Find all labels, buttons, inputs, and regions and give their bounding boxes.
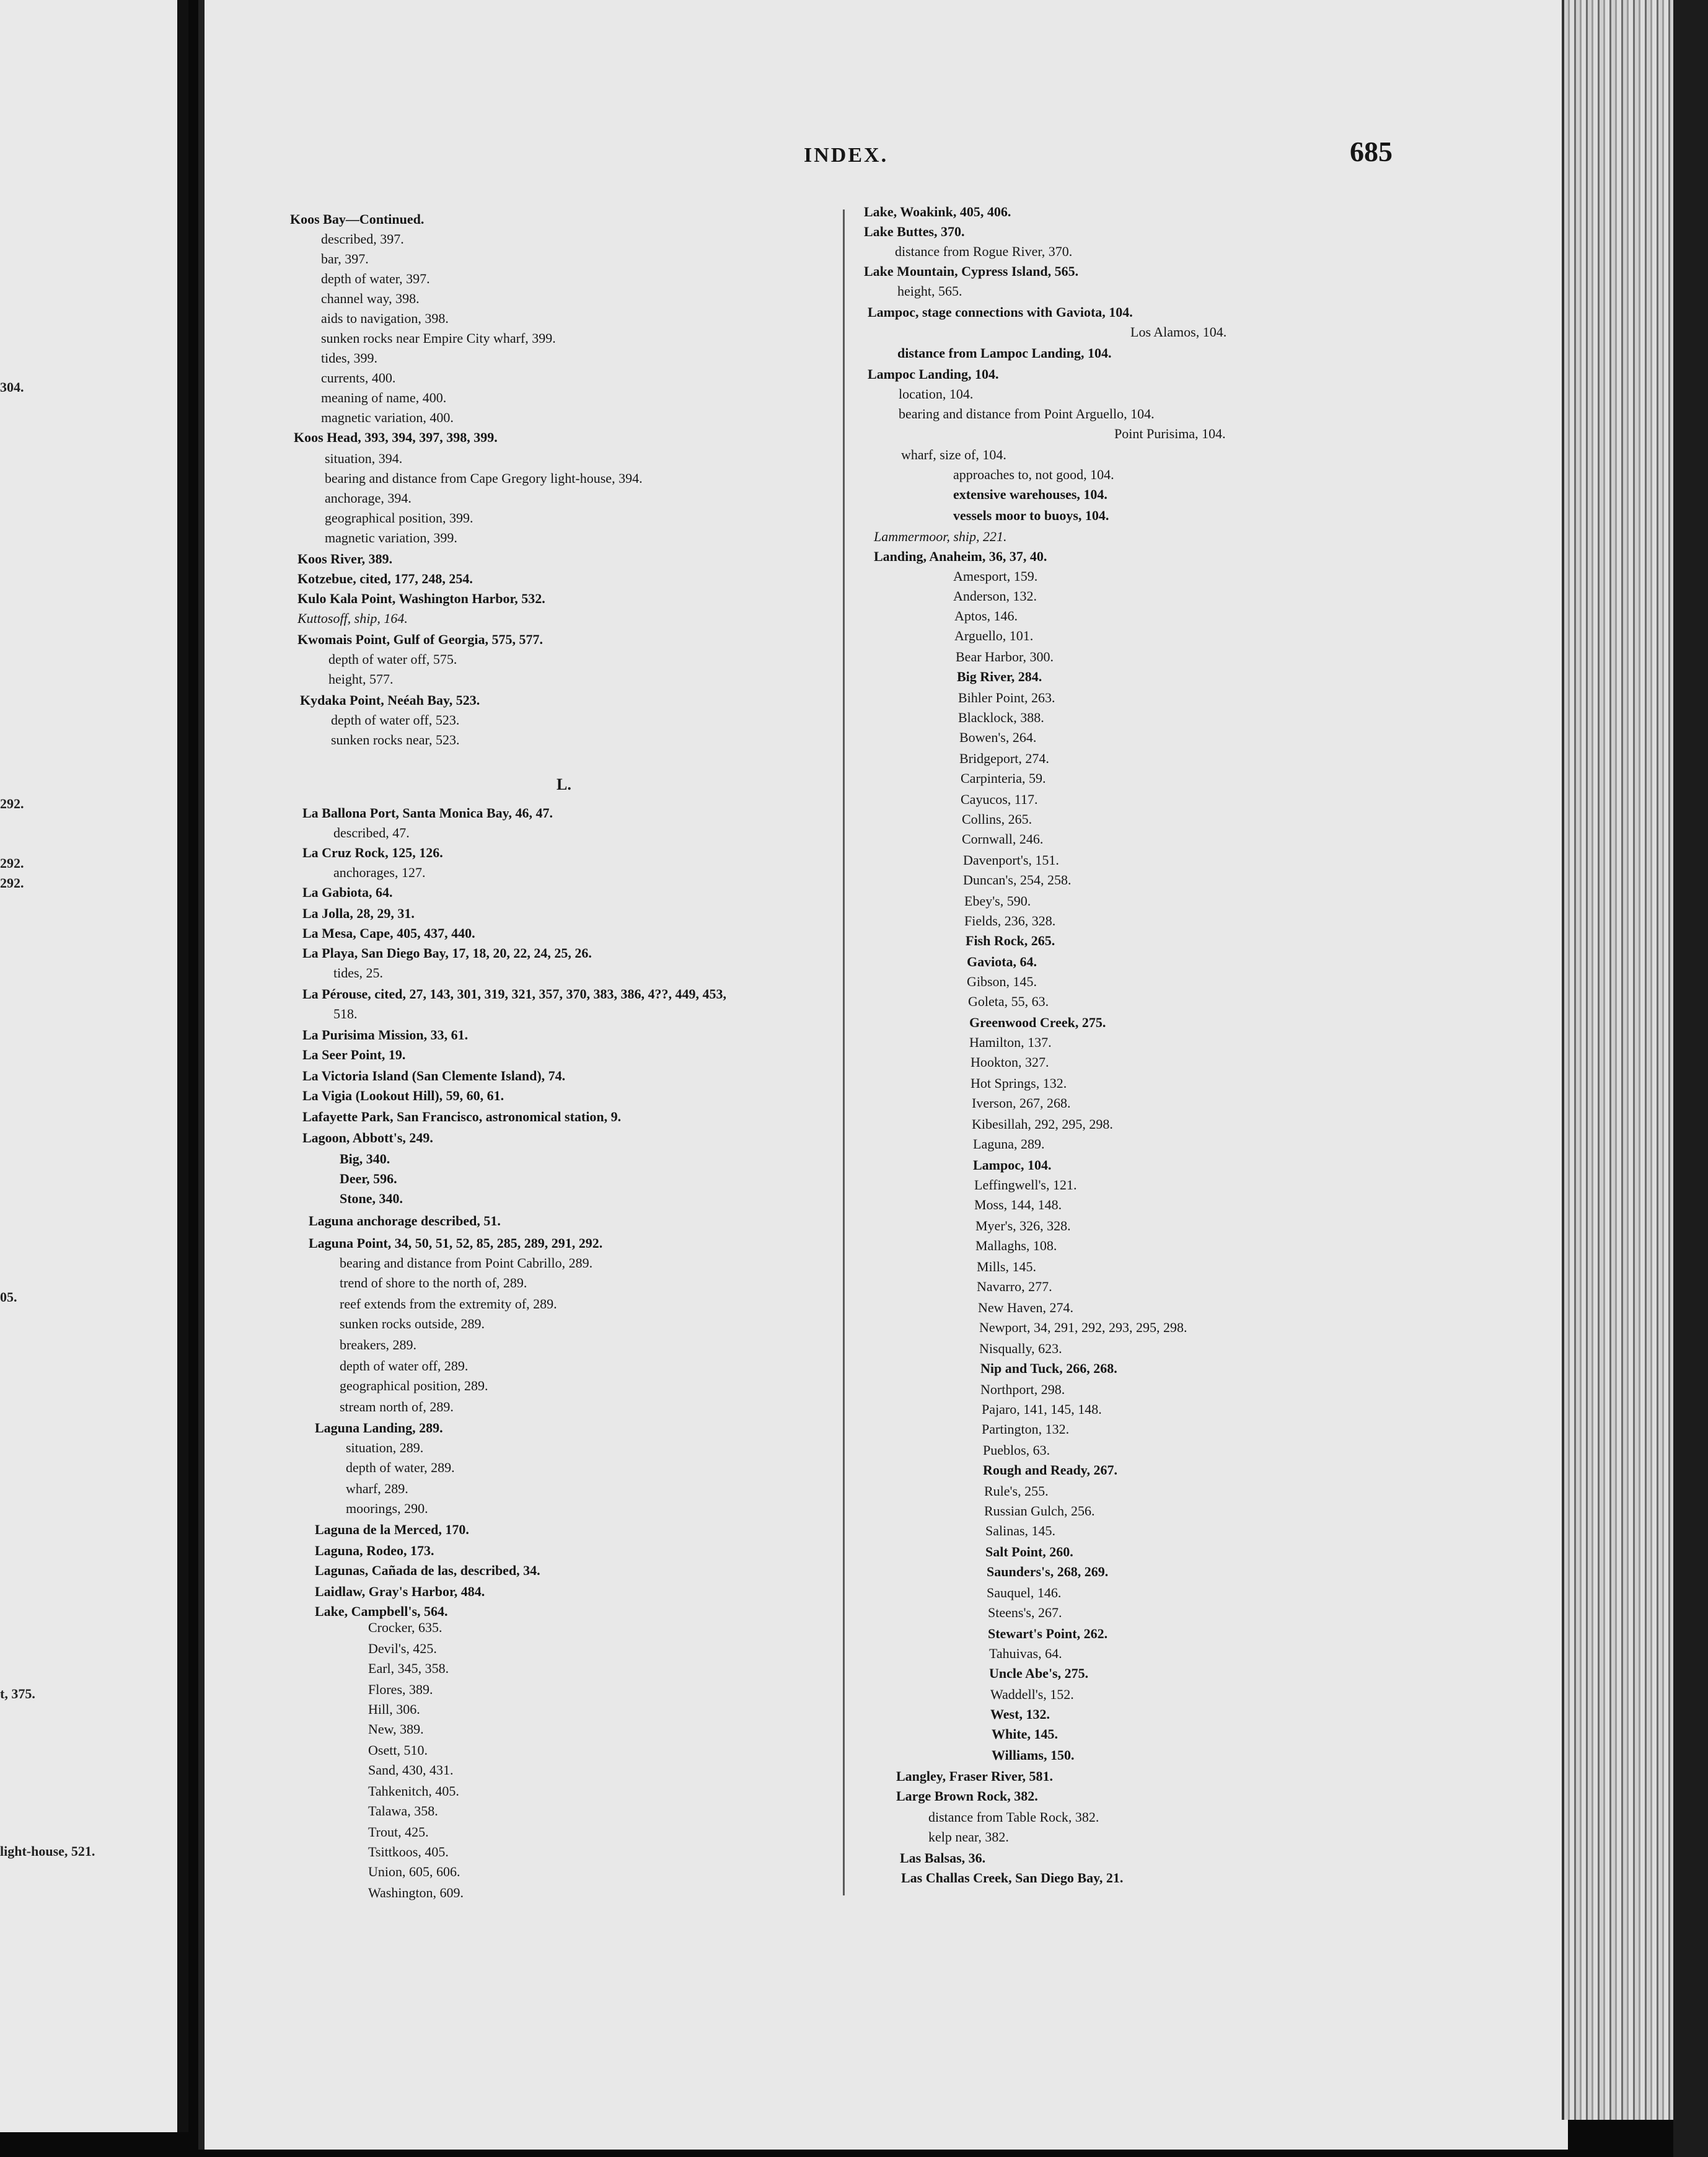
index-entry: Cayucos, 117. <box>961 792 1038 807</box>
index-entry: Kuttosoff, ship, 164. <box>297 611 408 626</box>
index-entry: Landing, Anaheim, 36, 37, 40. <box>874 549 1047 564</box>
index-entry: Las Challas Creek, San Diego Bay, 21. <box>901 1870 1124 1886</box>
index-entry: Greenwood Creek, 275. <box>969 1015 1106 1030</box>
index-entry: Kibesillah, 292, 295, 298. <box>972 1116 1113 1132</box>
index-entry: Hot Springs, 132. <box>971 1075 1067 1091</box>
index-entry: wharf, size of, 104. <box>901 447 1006 462</box>
column-divider <box>843 210 845 1895</box>
index-entry: Gaviota, 64. <box>967 954 1037 969</box>
index-entry: Navarro, 277. <box>977 1279 1052 1294</box>
index-entry: Laidlaw, Gray's Harbor, 484. <box>315 1584 485 1599</box>
index-entry: height, 577. <box>328 671 394 687</box>
index-entry: bar, 397. <box>321 251 369 267</box>
index-entry: tides, 25. <box>333 965 384 981</box>
index-entry: distance from Table Rock, 382. <box>928 1809 1099 1825</box>
index-entry: depth of water off, 575. <box>328 651 457 667</box>
index-entry: Goleta, 55, 63. <box>968 994 1049 1009</box>
index-entry: La Vigia (Lookout Hill), 59, 60, 61. <box>302 1088 504 1103</box>
page-header-title: INDEX. <box>804 144 889 167</box>
index-entry: depth of water off, 289. <box>340 1358 469 1374</box>
index-entry: situation, 394. <box>325 451 403 466</box>
index-entry: Moss, 144, 148. <box>974 1197 1062 1212</box>
index-entry: Tahuivas, 64. <box>989 1646 1062 1661</box>
index-entry: Bowen's, 264. <box>959 730 1037 745</box>
index-entry: extensive warehouses, 104. <box>953 487 1107 502</box>
index-entry: Waddell's, 152. <box>990 1687 1074 1702</box>
previous-page-fragment: 292. <box>0 796 24 811</box>
index-entry: Large Brown Rock, 382. <box>896 1788 1038 1804</box>
index-entry: Mallaghs, 108. <box>975 1238 1057 1253</box>
index-entry: Las Balsas, 36. <box>900 1850 986 1866</box>
index-entry: distance from Lampoc Landing, 104. <box>897 345 1112 361</box>
index-entry: geographical position, 399. <box>325 510 473 526</box>
index-entry: Point Purisima, 104. <box>1114 426 1226 441</box>
index-entry: sunken rocks near Empire City wharf, 399. <box>321 330 556 346</box>
index-entry: Lake Buttes, 370. <box>864 224 965 239</box>
index-entry: Washington, 609. <box>368 1885 464 1900</box>
index-entry: Tahkenitch, 405. <box>368 1783 459 1799</box>
index-entry: bearing and distance from Point Arguello, 104. <box>899 406 1155 421</box>
index-entry: 518. <box>333 1006 358 1021</box>
page-number: 685 <box>1350 136 1393 167</box>
index-entry: Rough and Ready, 267. <box>983 1462 1118 1478</box>
index-entry: depth of water, 397. <box>321 271 430 286</box>
index-entry: La Playa, San Diego Bay, 17, 18, 20, 22, 24, 25, 26. <box>302 945 592 961</box>
index-entry: Anderson, 132. <box>953 588 1037 604</box>
index-entry: Northport, 298. <box>980 1382 1065 1397</box>
index-entry: Partington, 132. <box>982 1421 1070 1437</box>
index-entry: Davenport's, 151. <box>963 852 1059 868</box>
index-entry: Hookton, 327. <box>971 1054 1049 1070</box>
index-entry: New, 389. <box>368 1721 424 1737</box>
index-entry: Steens's, 267. <box>988 1605 1062 1620</box>
index-entry: La Ballona Port, Santa Monica Bay, 46, 47. <box>302 805 553 821</box>
index-entry: Ebey's, 590. <box>964 893 1031 909</box>
index-entry: approaches to, not good, 104. <box>953 467 1114 482</box>
index-entry: Osett, 510. <box>368 1742 428 1758</box>
index-entry: Pueblos, 63. <box>983 1442 1050 1458</box>
index-entry: Myer's, 326, 328. <box>975 1218 1071 1233</box>
index-entry: Aptos, 146. <box>954 608 1018 624</box>
index-entry: magnetic variation, 400. <box>321 410 454 425</box>
index-entry: La Pérouse, cited, 27, 143, 301, 319, 321, 357, 370, 383, 386, 4??, 449, 453, <box>302 986 727 1002</box>
index-entry: reef extends from the extremity of, 289. <box>340 1296 557 1312</box>
index-section-letter: L. <box>557 775 571 793</box>
index-entry: Leffingwell's, 121. <box>974 1177 1077 1193</box>
index-entry: Big River, 284. <box>957 669 1042 684</box>
index-entry: La Victoria Island (San Clemente Island), 74. <box>302 1068 566 1083</box>
index-entry: Crocker, 635. <box>368 1620 442 1635</box>
index-entry: tides, 399. <box>321 350 378 366</box>
index-entry: Hill, 306. <box>368 1701 420 1717</box>
index-entry: Kydaka Point, Neéah Bay, 523. <box>300 692 480 708</box>
previous-page-fragment: t, 375. <box>0 1686 35 1701</box>
index-entry: Saunders's, 268, 269. <box>987 1564 1109 1579</box>
index-entry: anchorage, 394. <box>325 490 412 506</box>
index-entry: location, 104. <box>899 386 974 402</box>
index-entry: Lafayette Park, San Francisco, astronomical station, 9. <box>302 1109 622 1124</box>
index-entry: currents, 400. <box>321 370 396 386</box>
index-entry: La Cruz Rock, 125, 126. <box>302 845 443 860</box>
index-entry: Arguello, 101. <box>954 628 1034 643</box>
previous-page <box>0 0 188 2132</box>
previous-page-fragment: 292. <box>0 875 24 891</box>
index-entry: bearing and distance from Point Cabrillo, 289. <box>340 1255 593 1271</box>
index-entry: Laguna Landing, 289. <box>315 1420 443 1436</box>
index-entry: Lampoc Landing, 104. <box>868 366 999 382</box>
previous-page-fragment: 05. <box>0 1289 17 1305</box>
index-entry: Talawa, 358. <box>368 1803 438 1819</box>
index-entry: Flores, 389. <box>368 1682 433 1697</box>
index-entry: Tsittkoos, 405. <box>368 1844 449 1859</box>
index-entry: Sauquel, 146. <box>987 1585 1062 1600</box>
index-entry: White, 145. <box>992 1726 1058 1742</box>
index-entry: trend of shore to the north of, 289. <box>340 1275 527 1290</box>
index-entry: West, 132. <box>990 1706 1050 1722</box>
index-entry: depth of water off, 523. <box>331 712 460 728</box>
index-entry: magnetic variation, 399. <box>325 530 457 545</box>
index-entry: Big, 340. <box>340 1151 390 1167</box>
index-entry: aids to navigation, 398. <box>321 311 449 326</box>
index-entry: New Haven, 274. <box>978 1300 1073 1315</box>
index-entry: breakers, 289. <box>340 1337 417 1352</box>
index-entry: La Gabiota, 64. <box>302 884 393 900</box>
index-entry: Salinas, 145. <box>985 1523 1056 1538</box>
index-entry: La Mesa, Cape, 405, 437, 440. <box>302 925 475 941</box>
index-entry: Pajaro, 141, 145, 148. <box>982 1401 1102 1417</box>
index-entry: Uncle Abe's, 275. <box>989 1665 1089 1681</box>
index-entry: Lake, Campbell's, 564. <box>315 1603 448 1619</box>
index-entry: Lagunas, Cañada de las, described, 34. <box>315 1563 540 1578</box>
index-entry: Collins, 265. <box>962 811 1032 827</box>
index-entry: sunken rocks outside, 289. <box>340 1316 485 1331</box>
book-edge-shadow <box>1673 0 1708 2157</box>
index-entry: Rule's, 255. <box>984 1483 1049 1499</box>
index-entry: Nisqually, 623. <box>979 1341 1062 1356</box>
index-entry: wharf, 289. <box>346 1481 408 1496</box>
index-entry: Blacklock, 388. <box>958 710 1044 725</box>
index-entry: Lake Mountain, Cypress Island, 565. <box>864 263 1079 279</box>
previous-page-fragment: light-house, 521. <box>0 1843 95 1859</box>
index-entry: Lagoon, Abbott's, 249. <box>302 1130 433 1145</box>
index-entry: geographical position, 289. <box>340 1378 488 1393</box>
index-entry: Deer, 596. <box>340 1171 397 1186</box>
index-entry: Koos Bay—Continued. <box>290 211 425 227</box>
index-entry: Cornwall, 246. <box>962 831 1044 847</box>
index-entry: described, 397. <box>321 231 404 247</box>
index-entry: stream north of, 289. <box>340 1399 454 1414</box>
index-entry: Newport, 34, 291, 292, 293, 295, 298. <box>979 1320 1187 1335</box>
index-entry: Kulo Kala Point, Washington Harbor, 532. <box>297 591 545 606</box>
index-entry: Gibson, 145. <box>967 974 1037 989</box>
index-entry: Sand, 430, 431. <box>368 1762 454 1778</box>
index-entry: bearing and distance from Cape Gregory light-house, 394. <box>325 470 643 486</box>
index-entry: Amesport, 159. <box>953 568 1038 584</box>
index-entry: Nip and Tuck, 266, 268. <box>980 1361 1117 1376</box>
index-entry: Lammermoor, ship, 221. <box>874 529 1007 544</box>
index-entry: Lampoc, 104. <box>973 1157 1052 1173</box>
index-entry: Stone, 340. <box>340 1191 403 1206</box>
index-entry: moorings, 290. <box>346 1501 428 1516</box>
previous-page-fragment: 292. <box>0 855 24 871</box>
index-entry: kelp near, 382. <box>928 1829 1009 1845</box>
index-entry: anchorages, 127. <box>333 865 426 880</box>
index-entry: La Seer Point, 19. <box>302 1047 406 1062</box>
index-entry: Fields, 236, 328. <box>964 913 1056 929</box>
index-entry: Lake, Woakink, 405, 406. <box>864 204 1011 219</box>
index-entry: described, 47. <box>333 825 410 840</box>
index-entry: La Jolla, 28, 29, 31. <box>302 906 415 921</box>
index-entry: situation, 289. <box>346 1440 424 1455</box>
index-entry: Iverson, 267, 268. <box>972 1095 1071 1111</box>
index-entry: Langley, Fraser River, 581. <box>896 1768 1053 1784</box>
previous-page-fragment: 304. <box>0 379 24 395</box>
index-entry: Trout, 425. <box>368 1824 429 1840</box>
index-entry: Laguna de la Merced, 170. <box>315 1522 469 1537</box>
index-entry: Laguna, 289. <box>973 1136 1045 1152</box>
index-entry: Mills, 145. <box>977 1259 1036 1274</box>
index-entry: Union, 605, 606. <box>368 1864 460 1879</box>
index-entry: Kwomais Point, Gulf of Georgia, 575, 577. <box>297 632 543 647</box>
index-entry: meaning of name, 400. <box>321 390 447 405</box>
index-entry: height, 565. <box>897 283 962 299</box>
index-entry: Bihler Point, 263. <box>958 690 1055 705</box>
index-entry: Koos River, 389. <box>297 551 393 567</box>
index-entry: Bridgeport, 274. <box>959 751 1049 766</box>
index-entry: Laguna anchorage described, 51. <box>309 1213 501 1228</box>
index-entry: sunken rocks near, 523. <box>331 732 460 748</box>
index-entry: channel way, 398. <box>321 291 420 306</box>
index-entry: vessels moor to buoys, 104. <box>953 508 1109 523</box>
index-entry: Devil's, 425. <box>368 1641 437 1656</box>
index-entry: La Purisima Mission, 33, 61. <box>302 1027 469 1043</box>
index-entry: Earl, 345, 358. <box>368 1661 449 1676</box>
index-entry: Kotzebue, cited, 177, 248, 254. <box>297 571 473 586</box>
index-entry: Russian Gulch, 256. <box>984 1503 1095 1519</box>
index-entry: Williams, 150. <box>992 1747 1075 1763</box>
index-entry: Laguna, Rodeo, 173. <box>315 1543 434 1558</box>
index-entry: Carpinteria, 59. <box>961 770 1046 786</box>
index-entry: Koos Head, 393, 394, 397, 398, 399. <box>294 430 498 445</box>
index-entry: Hamilton, 137. <box>969 1034 1052 1050</box>
index-entry: Fish Rock, 265. <box>966 933 1055 948</box>
index-entry: depth of water, 289. <box>346 1460 455 1475</box>
index-entry: Lampoc, stage connections with Gaviota, 104. <box>868 304 1133 320</box>
index-entry: distance from Rogue River, 370. <box>895 244 1073 259</box>
index-entry: Bear Harbor, 300. <box>956 649 1054 664</box>
index-entry: Laguna Point, 34, 50, 51, 52, 85, 285, 289, 291, 292. <box>309 1235 603 1251</box>
index-entry: Salt Point, 260. <box>985 1544 1073 1559</box>
index-entry: Los Alamos, 104. <box>1130 324 1227 340</box>
index-entry: Duncan's, 254, 258. <box>963 872 1072 888</box>
index-entry: Stewart's Point, 262. <box>988 1626 1108 1641</box>
